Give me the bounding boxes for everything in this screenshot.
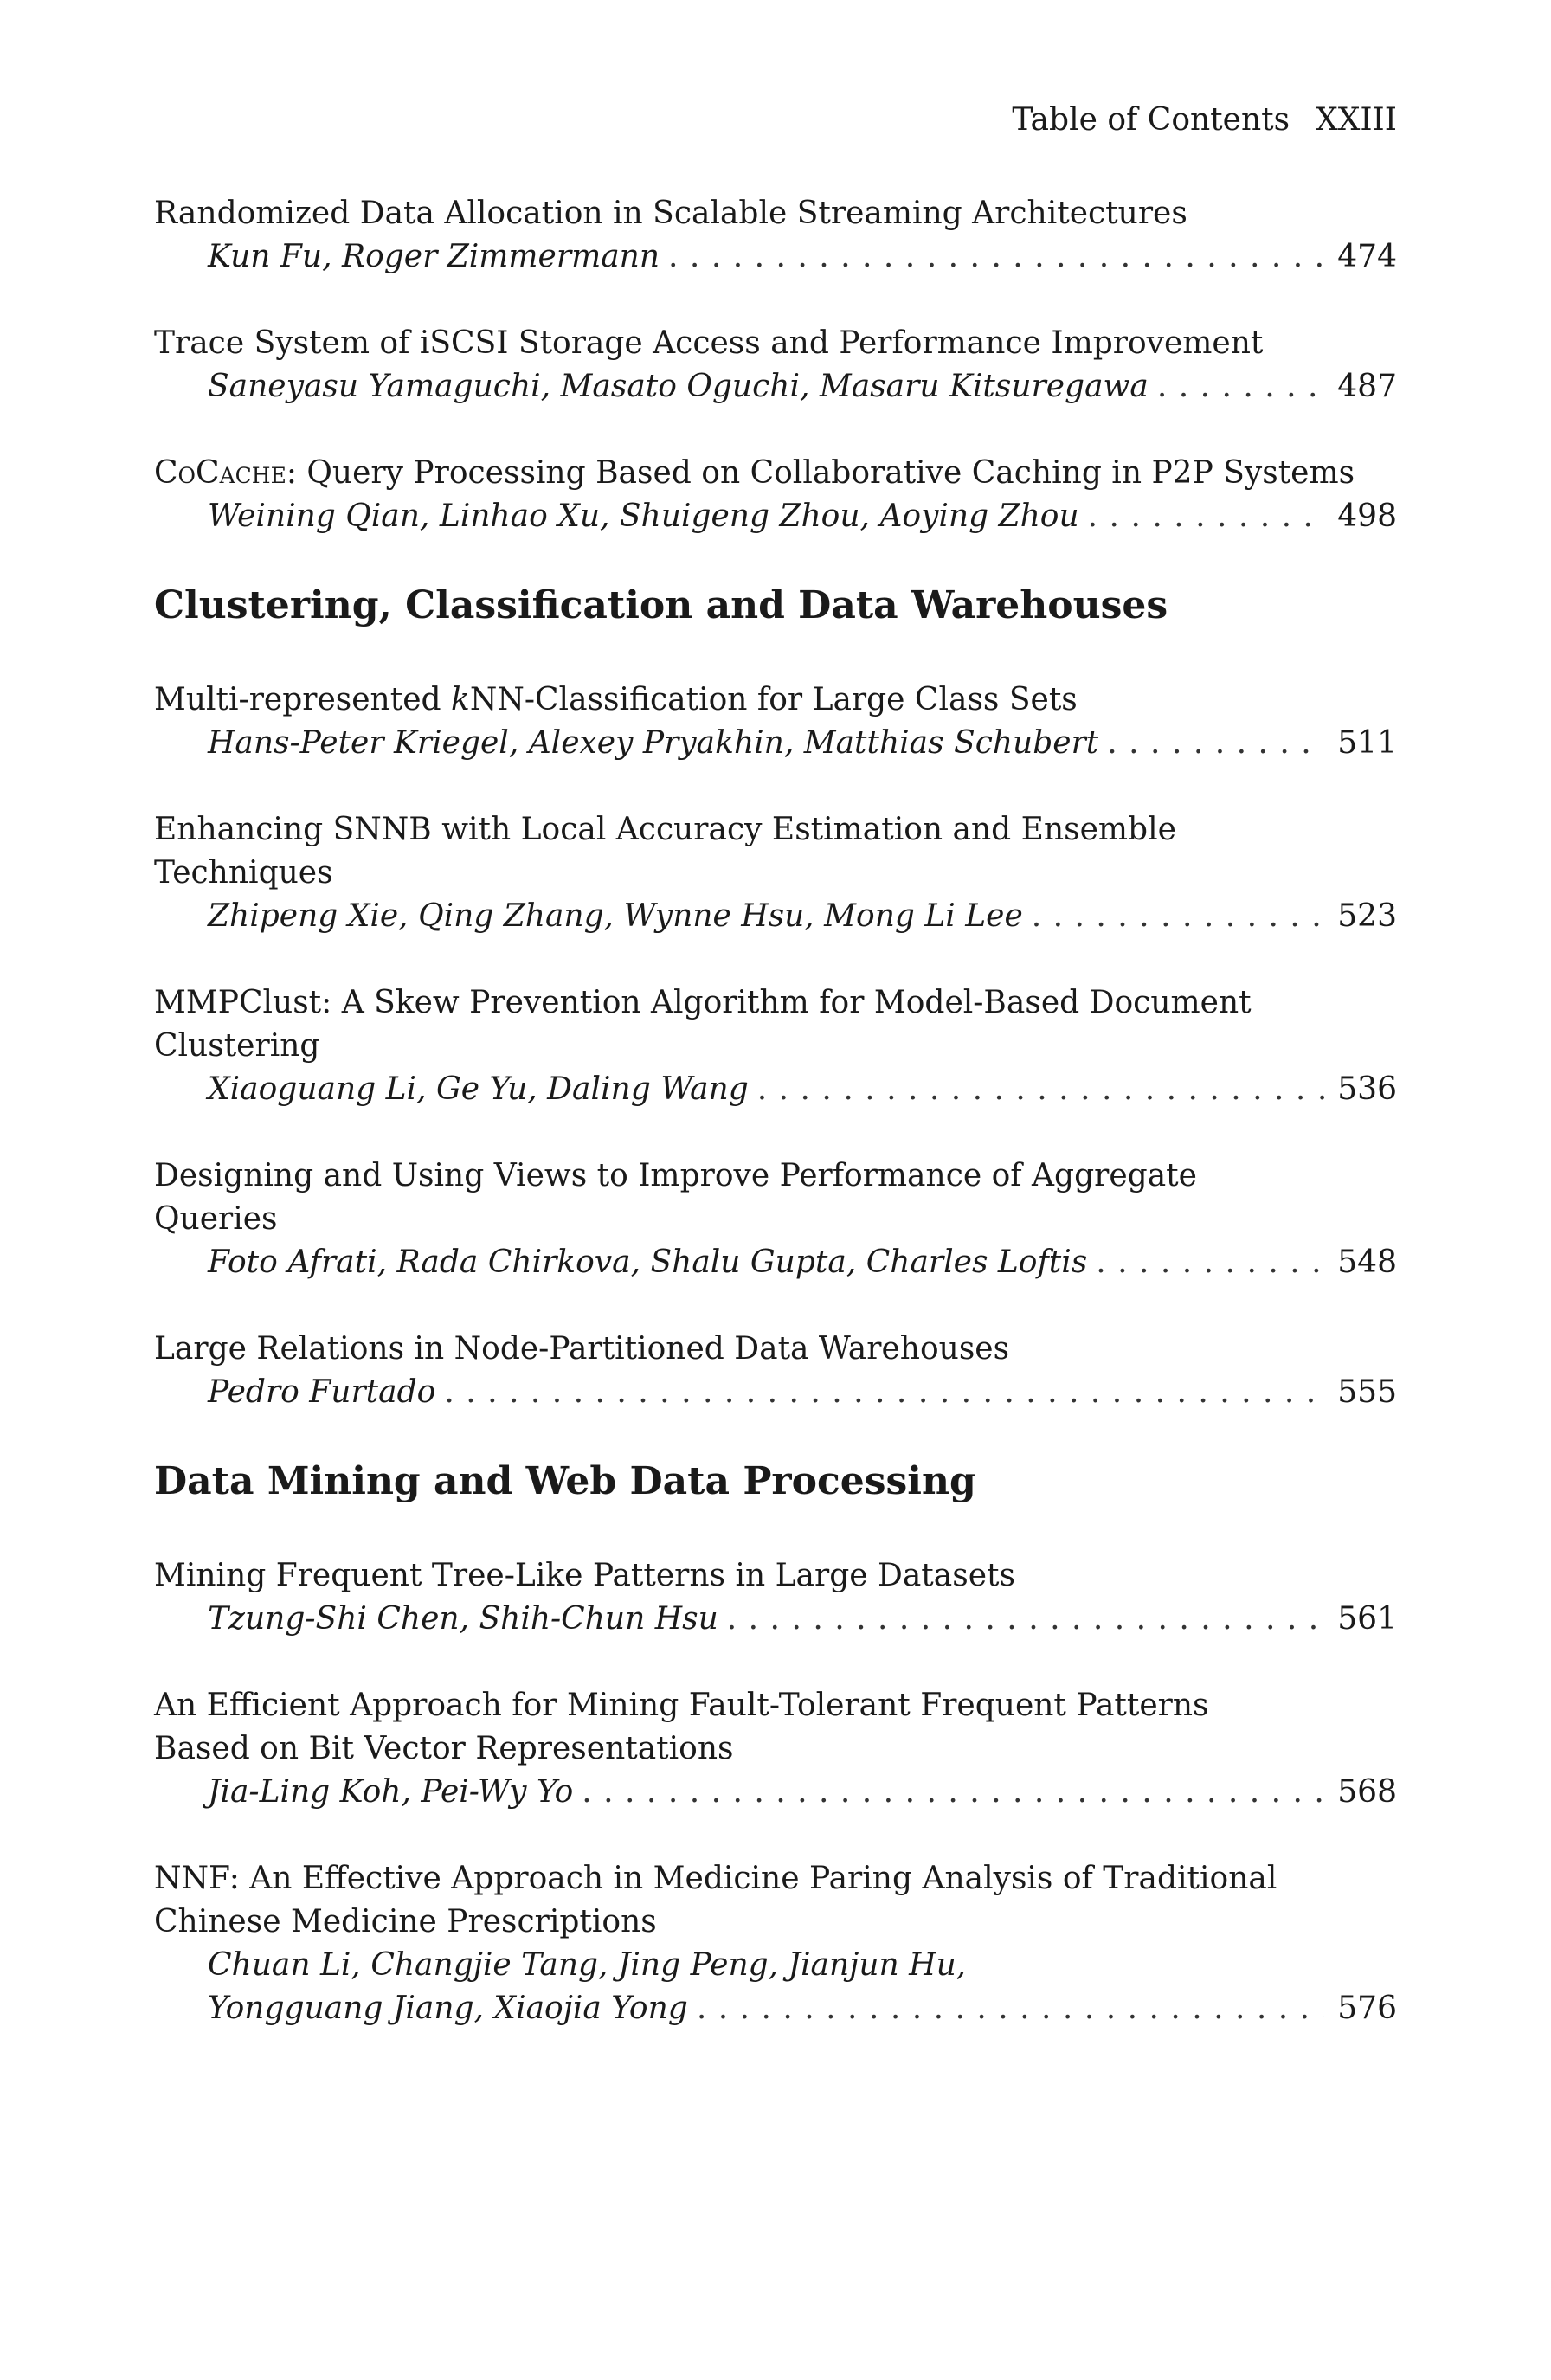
entry-authors-line: [154, 1598, 1397, 1641]
dot-leader: [1088, 495, 1324, 538]
entry-authors-line: [154, 1944, 1397, 1987]
entry-page-number[interactable]: 548: [1337, 1245, 1397, 1280]
entry-authors-line: [154, 1371, 1397, 1414]
entry-page-number[interactable]: 523: [1337, 898, 1397, 934]
entry-title-post: NN-Classification for Large Class Sets: [469, 682, 1078, 717]
running-head-title: Table of Contents: [1012, 102, 1290, 138]
entry-page-number[interactable]: 511: [1337, 725, 1397, 761]
entry-authors: Kun Fu, Roger Zimmermann: [208, 239, 660, 274]
entry-title[interactable]: Mining Frequent Tree-Like Patterns in Large Datasets: [154, 1558, 1015, 1593]
toc-entry[interactable]: [154, 1554, 1397, 1641]
entry-page-number[interactable]: 536: [1337, 1071, 1397, 1107]
entry-title[interactable]: [154, 679, 1397, 722]
entry-authors: Hans-Peter Kriegel, Alexey Pryakhin, Matthias Schubert: [208, 725, 1099, 761]
dot-leader: [582, 1771, 1324, 1814]
running-head: [154, 102, 1397, 138]
toc-entry[interactable]: [154, 192, 1397, 279]
entry-page-number[interactable]: 555: [1337, 1374, 1397, 1410]
entry-authors: Saneyasu Yamaguchi, Masato Oguchi, Masaru Kitsuregawa: [208, 369, 1149, 404]
entry-authors: Xiaoguang Li, Ge Yu, Daling Wang: [208, 1071, 749, 1107]
section-heading: Clustering, Classification and Data Warehouses: [154, 583, 1168, 627]
entry-authors: Chuan Li, Changjie Tang, Jing Peng, Jianjun Hu,: [208, 1947, 967, 1983]
entry-authors-line: [154, 235, 1397, 279]
entry-page-number[interactable]: 498: [1337, 499, 1397, 534]
toc-entry[interactable]: [154, 322, 1397, 408]
entry-authors-line: [154, 365, 1397, 408]
entry-page-number[interactable]: 576: [1337, 1991, 1397, 2026]
section-heading: Data Mining and Web Data Processing: [154, 1459, 976, 1503]
entry-title[interactable]: [154, 452, 1397, 495]
entry-authors-line: [154, 495, 1397, 538]
entry-authors: Pedro Furtado: [208, 1374, 436, 1410]
entry-authors: Foto Afrati, Rada Chirkova, Shalu Gupta, Charles Loftis: [208, 1245, 1088, 1280]
entry-authors: Yongguang Jiang, Xiaojia Yong: [208, 1991, 688, 2026]
entry-title[interactable]: Trace System of iSCSI Storage Access and Performance Improvement: [154, 325, 1264, 361]
entry-title[interactable]: MMPClust: A Skew Prevention Algorithm for Model-Based Document Clustering: [154, 985, 1252, 1064]
dot-leader: [1107, 722, 1324, 765]
entry-title-pre: Multi-represented: [154, 682, 452, 717]
toc-entry[interactable]: [154, 1684, 1397, 1814]
dot-leader: [444, 1371, 1324, 1414]
entry-authors-line: [154, 1987, 1397, 2030]
entry-authors-line: [154, 895, 1397, 938]
entry-page-number[interactable]: 487: [1337, 369, 1397, 404]
dot-leader: [697, 1987, 1324, 2030]
toc-entry[interactable]: [154, 452, 1397, 538]
entry-authors: Jia-Ling Koh, Pei-Wy Yo: [208, 1774, 574, 1810]
entry-title[interactable]: NNF: An Effective Approach in Medicine Paring Analysis of Traditional Chinese Medicine Prescriptions: [154, 1861, 1277, 1939]
entry-title[interactable]: An Efficient Approach for Mining Fault-Tolerant Frequent Patterns Based on Bit Vector Representations: [154, 1688, 1209, 1766]
dot-leader: [757, 1068, 1324, 1111]
entry-authors-line: [154, 1068, 1397, 1111]
toc-entry[interactable]: [154, 1155, 1397, 1284]
entry-title[interactable]: Designing and Using Views to Improve Performance of Aggregate Queries: [154, 1158, 1197, 1237]
entry-authors-line: [154, 1241, 1397, 1284]
entry-authors: Tzung-Shi Chen, Shih-Chun Hsu: [208, 1601, 718, 1637]
toc-entry[interactable]: [154, 1328, 1397, 1414]
dot-leader: [1032, 895, 1324, 938]
toc-entry[interactable]: [154, 981, 1397, 1111]
entry-title[interactable]: Randomized Data Allocation in Scalable Streaming Architectures: [154, 196, 1187, 231]
entry-title-smallcaps: CoCache: [154, 455, 286, 491]
entry-authors-line: [154, 722, 1397, 765]
toc-entry[interactable]: [154, 808, 1397, 938]
dot-leader: [727, 1598, 1324, 1641]
dot-leader: [668, 235, 1324, 279]
entry-page-number[interactable]: 561: [1337, 1601, 1397, 1637]
entry-authors-line: [154, 1771, 1397, 1814]
entry-title[interactable]: Large Relations in Node-Partitioned Data Warehouses: [154, 1331, 1010, 1367]
entry-title[interactable]: Enhancing SNNB with Local Accuracy Estimation and Ensemble Techniques: [154, 812, 1176, 891]
table-of-contents: [154, 192, 1397, 2074]
running-head-page-number: XXIII: [1316, 102, 1397, 138]
dot-leader: [1096, 1241, 1324, 1284]
entry-authors: Zhipeng Xie, Qing Zhang, Wynne Hsu, Mong Li Lee: [208, 898, 1023, 934]
entry-page-number[interactable]: 474: [1337, 239, 1397, 274]
toc-entry[interactable]: [154, 679, 1397, 765]
entry-page-number[interactable]: 568: [1337, 1774, 1397, 1810]
entry-title-math: k: [451, 682, 470, 717]
dot-leader: [1157, 365, 1324, 408]
entry-title-rest: : Query Processing Based on Collaborative Caching in P2P Systems: [286, 455, 1355, 491]
entry-authors: Weining Qian, Linhao Xu, Shuigeng Zhou, Aoying Zhou: [208, 499, 1079, 534]
toc-entry[interactable]: [154, 1857, 1397, 2030]
